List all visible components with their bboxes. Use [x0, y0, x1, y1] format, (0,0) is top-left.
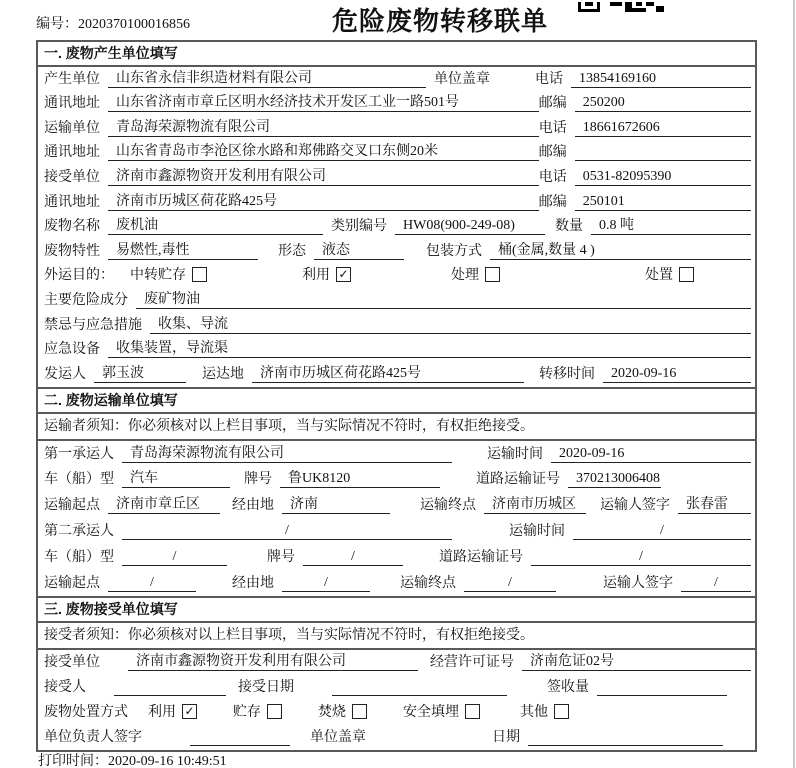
option-label: 中转贮存 — [130, 268, 186, 284]
zip-label: 邮编 — [538, 145, 567, 161]
recipient-value — [114, 680, 226, 696]
end2-value: / — [464, 575, 556, 592]
plate1-value: 鲁UK8120 — [280, 467, 440, 488]
receive-date-value — [332, 680, 507, 696]
row-waste-name — [38, 215, 755, 240]
row-equipment — [38, 338, 755, 363]
sign2-value: / — [681, 575, 751, 592]
recipient-label: 接受人 — [44, 679, 86, 695]
purpose-label: 外运目的： — [44, 268, 114, 284]
via2-value: / — [282, 575, 370, 592]
sign-label: 运输人签字 — [603, 575, 673, 591]
transporter-phone: 18661672606 — [575, 120, 751, 137]
origin1-value: 济南市章丘区 — [108, 493, 220, 514]
quantity-label: 数量 — [555, 219, 583, 235]
checkbox-disposal-store — [267, 704, 282, 719]
row-receiver — [38, 165, 755, 190]
carrier2-time: / — [573, 523, 751, 540]
row-head-sign — [38, 725, 755, 750]
packing-value: 桶(金属,数量 4 ) — [490, 239, 751, 260]
purpose-option-treat — [451, 264, 500, 284]
section2-title: 二. 废物运输单位填写 — [38, 387, 755, 414]
receiver-notice: 接受者须知：你必须核对以上栏目事项，当与实际情况不符时，有权拒绝接受。 — [38, 623, 755, 650]
producer-value: 山东省永信非织造材料有限公司 — [108, 67, 426, 88]
disposal-option-store — [233, 701, 282, 721]
carrier1-label: 第一承运人 — [44, 446, 114, 462]
hazard-value: 废矿物油 — [136, 288, 751, 309]
section3-title: 三. 废物接受单位填写 — [38, 596, 755, 623]
option-label: 安全填埋 — [403, 705, 459, 721]
zip-label: 邮编 — [538, 96, 567, 112]
row-receive-unit — [38, 650, 755, 675]
checkbox-disposal-incinerate — [352, 704, 367, 719]
address-label: 通讯地址 — [44, 194, 100, 210]
waste-name-label: 废物名称 — [44, 219, 100, 235]
destination-value: 济南市历城区荷花路425号 — [252, 362, 524, 383]
zip-label: 邮编 — [538, 194, 567, 210]
unit-seal-label: 单位盖章 — [434, 71, 490, 87]
signed-amount-label: 签收量 — [547, 679, 589, 695]
date-label: 日期 — [492, 730, 520, 746]
row-shipper — [38, 362, 755, 387]
serial-number — [36, 13, 190, 33]
disposal-option-incinerate — [318, 701, 367, 721]
option-label: 其他 — [520, 705, 548, 721]
end1-value: 济南市历城区 — [484, 493, 586, 514]
section1-title: 一. 废物产生单位填写 — [38, 42, 755, 67]
option-label: 焚烧 — [318, 705, 346, 721]
qr-code-icon — [578, 0, 668, 11]
plate2-value: / — [303, 549, 403, 566]
category-value: HW08(900-249-08) — [395, 218, 545, 235]
row-transporter-address — [38, 141, 755, 166]
taboo-value: 收集、导流 — [150, 313, 751, 334]
checkbox-utilize-checked: ✓ — [336, 267, 351, 282]
row-route1 — [38, 492, 755, 518]
plate-label: 牌号 — [267, 549, 295, 565]
address-label: 通讯地址 — [44, 145, 100, 161]
form-value: 液态 — [314, 239, 404, 260]
phone-label: 电话 — [538, 169, 567, 185]
receiver-value: 济南市鑫源物资开发利用有限公司 — [108, 165, 539, 186]
vehicle-type-label: 车（船）型 — [44, 472, 114, 488]
row-transporter — [38, 116, 755, 141]
head-sign-value — [190, 730, 290, 746]
transport-time-label: 运输时间 — [509, 523, 565, 539]
equipment-label: 应急设备 — [44, 342, 100, 358]
equipment-value: 收集装置，导流渠 — [108, 337, 751, 358]
phone-label: 电话 — [535, 71, 563, 87]
row-taboo — [38, 313, 755, 338]
option-label: 处置 — [645, 268, 673, 284]
vehicle-type-label: 车（船）型 — [44, 549, 114, 565]
transport-time-label: 运输时间 — [487, 446, 543, 462]
print-time-label: 打印时间： — [38, 754, 108, 768]
row-purpose — [38, 264, 755, 289]
receiver-phone: 0531-82095390 — [575, 169, 751, 186]
waste-name-value: 废机油 — [108, 214, 323, 235]
row-vehicle2 — [38, 544, 755, 570]
road-license-label: 道路运输证号 — [476, 472, 560, 488]
origin-label: 运输起点 — [44, 575, 100, 591]
hazard-label: 主要危险成分 — [44, 292, 128, 308]
permit-label: 经营许可证号 — [430, 654, 514, 670]
carrier2-value: / — [122, 523, 452, 540]
carrier1-value: 青岛海荣源物流有限公司 — [122, 442, 452, 463]
address-label: 通讯地址 — [44, 96, 100, 112]
taboo-label: 禁忌与应急措施 — [44, 317, 142, 333]
checkbox-disposal-landfill — [465, 704, 480, 719]
head-sign-label: 单位负责人签字 — [44, 730, 142, 746]
date-value — [528, 730, 723, 746]
via-label: 经由地 — [232, 575, 274, 591]
purpose-option-transfer-storage — [130, 264, 207, 284]
row-carrier2 — [38, 518, 755, 544]
disposal-option-other — [520, 701, 569, 721]
purpose-option-utilize — [302, 264, 351, 284]
receiver-address: 济南市历城区荷花路425号 — [108, 190, 539, 211]
row-producer-address — [38, 92, 755, 117]
license2-value: / — [531, 549, 751, 566]
option-label: 处理 — [451, 268, 479, 284]
carrier2-label: 第二承运人 — [44, 523, 114, 539]
sign1-value: 张春雷 — [678, 493, 751, 514]
receive-unit-value: 济南市鑫源物资开发利用有限公司 — [128, 650, 418, 671]
disposal-label: 废物处置方式 — [44, 705, 128, 721]
form-label: 形态 — [278, 243, 306, 259]
page-edge-line — [793, 0, 795, 768]
receiver-zip: 250101 — [575, 194, 751, 211]
checkbox-treat — [485, 267, 500, 282]
permit-value: 济南危证02号 — [522, 650, 751, 671]
vehicle1-value: 汽车 — [122, 467, 230, 488]
section-producer — [38, 42, 755, 387]
transporter-value: 青岛海荣源物流有限公司 — [108, 116, 539, 137]
transporter-notice: 运输者须知：你必须核对以上栏目事项，当与实际情况不符时，有权拒绝接受。 — [38, 414, 755, 441]
checkbox-transfer-storage — [192, 267, 207, 282]
category-label: 类别编号 — [331, 219, 387, 235]
phone-label: 电话 — [538, 120, 567, 136]
character-value: 易燃性,毒性 — [108, 239, 258, 260]
receive-unit-label: 接受单位 — [44, 654, 100, 670]
transporter-address: 山东省青岛市李沧区徐水路和郑佛路交叉口东侧20米 — [108, 140, 539, 161]
section-receiver — [38, 596, 755, 751]
row-receiver-address — [38, 190, 755, 215]
receiver-label: 接受单位 — [44, 169, 100, 185]
manifest-form — [36, 40, 757, 752]
disposal-option-landfill — [403, 701, 480, 721]
row-carrier1 — [38, 441, 755, 467]
row-hazard — [38, 288, 755, 313]
page-title: 危险废物转移联单 — [332, 6, 549, 36]
end-label: 运输终点 — [420, 498, 476, 514]
row-waste-character — [38, 239, 755, 264]
serial-value: 2020370100016856 — [78, 17, 190, 32]
end-label: 运输终点 — [400, 575, 456, 591]
producer-label: 产生单位 — [44, 71, 100, 87]
disposal-option-utilize — [148, 701, 197, 721]
unit-seal-label: 单位盖章 — [310, 730, 366, 746]
receive-date-label: 接受日期 — [238, 679, 294, 695]
transporter-zip — [575, 145, 751, 161]
transfer-time-label: 转移时间 — [539, 366, 595, 382]
signed-amount-value — [597, 680, 727, 696]
row-vehicle1 — [38, 467, 755, 493]
print-time-line — [38, 750, 227, 768]
checkbox-dispose — [679, 267, 694, 282]
transfer-time-value: 2020-09-16 — [603, 366, 751, 383]
origin-label: 运输起点 — [44, 498, 100, 514]
option-label: 贮存 — [233, 705, 261, 721]
via-label: 经由地 — [232, 498, 274, 514]
row-disposal — [38, 700, 755, 725]
producer-address: 山东省济南市章丘区明水经济技术开发区工业一路501号 — [108, 91, 539, 112]
transporter-label: 运输单位 — [44, 120, 100, 136]
road-license-label: 道路运输证号 — [439, 549, 523, 565]
option-label: 利用 — [148, 705, 176, 721]
print-time-value: 2020-09-16 10:49:51 — [108, 754, 227, 768]
section-transporter — [38, 387, 755, 596]
producer-zip: 250200 — [575, 95, 751, 112]
sign-label: 运输人签字 — [600, 498, 670, 514]
row-recipient — [38, 675, 755, 700]
vehicle2-value: / — [122, 549, 227, 566]
destination-label: 运达地 — [202, 366, 244, 382]
producer-phone: 13854169160 — [571, 71, 751, 88]
character-label: 废物特性 — [44, 243, 100, 259]
license1-value: 370213006408 — [568, 471, 661, 488]
purpose-option-dispose — [645, 264, 694, 284]
origin2-value: / — [108, 575, 196, 592]
quantity-value: 0.8 吨 — [591, 214, 751, 235]
row-route2 — [38, 570, 755, 596]
packing-label: 包装方式 — [426, 243, 482, 259]
carrier1-time: 2020-09-16 — [551, 446, 751, 463]
row-producer — [38, 67, 755, 92]
checkbox-disposal-other — [554, 704, 569, 719]
shipper-value: 郭玉波 — [94, 362, 186, 383]
option-label: 利用 — [302, 268, 330, 284]
serial-label: 编号： — [36, 17, 78, 32]
via1-value: 济南 — [282, 493, 390, 514]
shipper-label: 发运人 — [44, 366, 86, 382]
plate-label: 牌号 — [244, 472, 272, 488]
checkbox-disposal-utilize-checked: ✓ — [182, 704, 197, 719]
